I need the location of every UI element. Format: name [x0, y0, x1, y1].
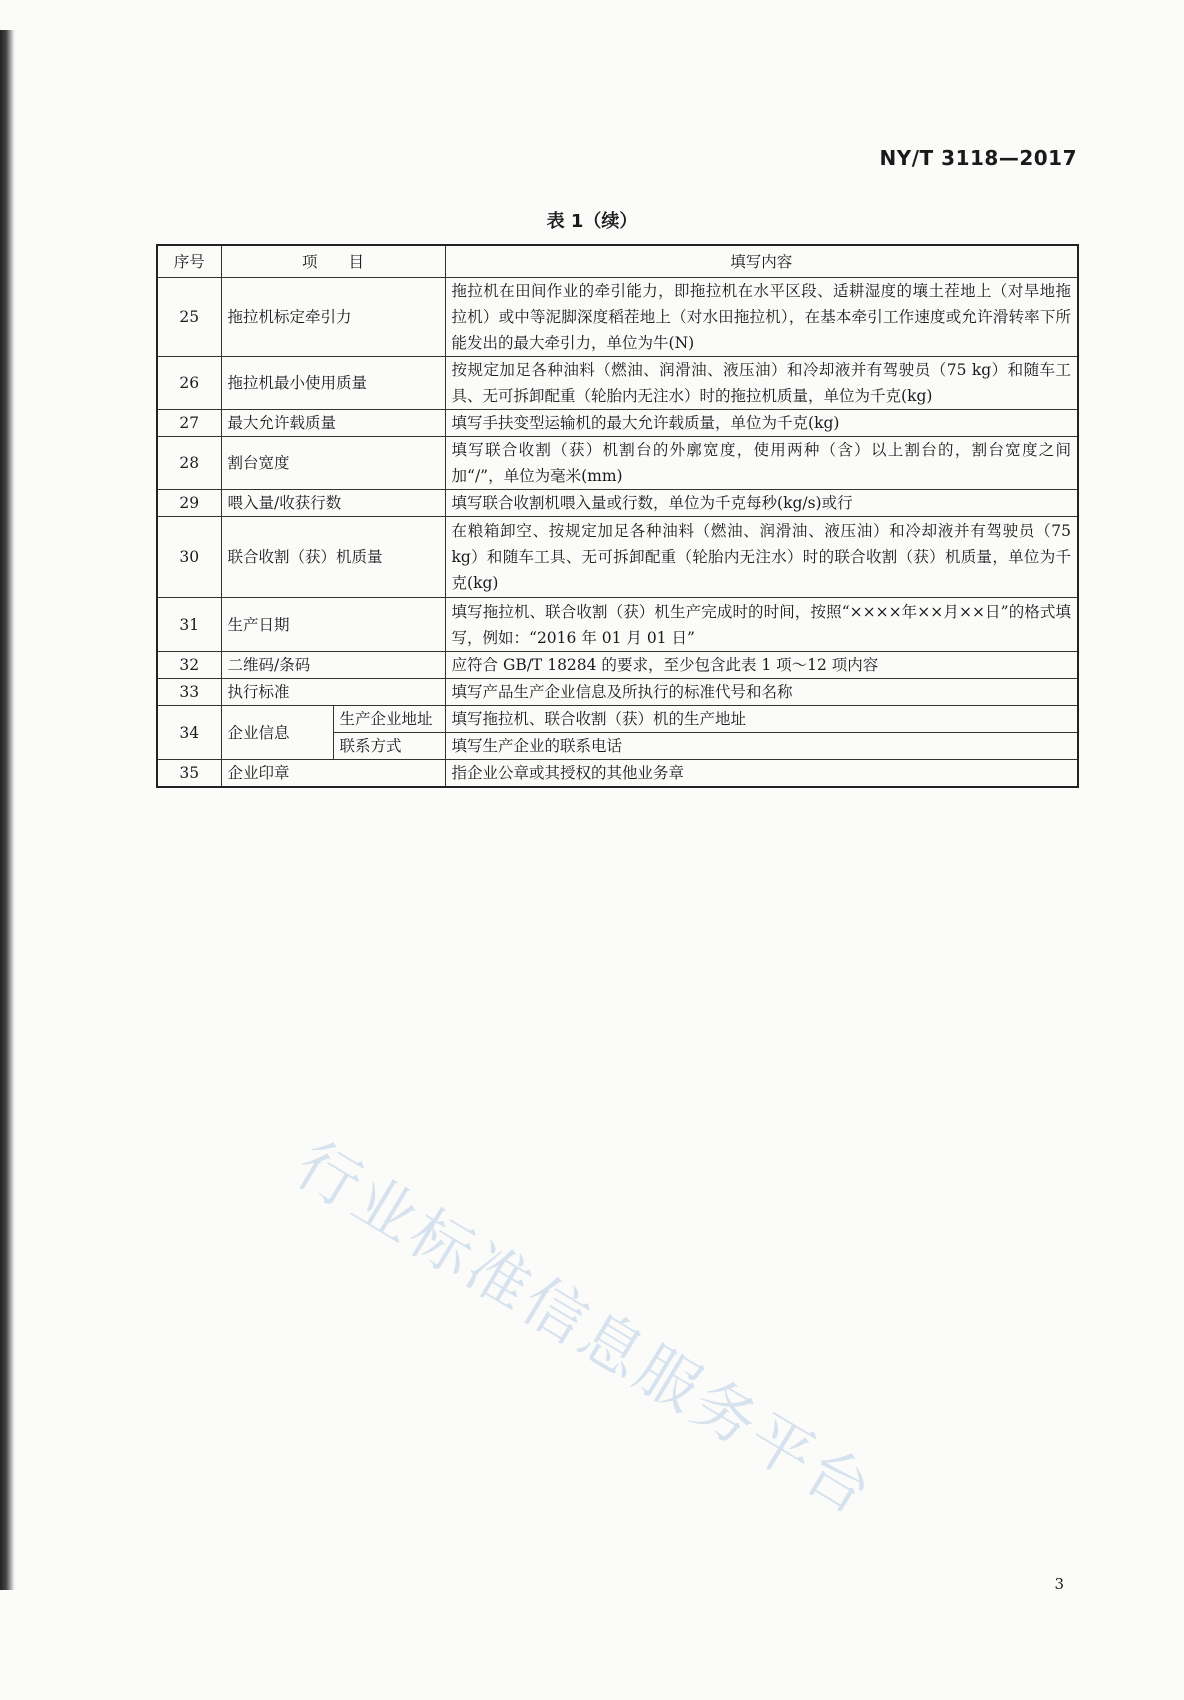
row-content: 填写拖拉机、联合收割（获）机的生产地址	[445, 706, 1078, 733]
row-content: 在粮箱卸空、按规定加足各种油料（燃油、润滑油、液压油）和冷却液并有驾驶员（75 kg）和随车工具、无可拆卸配重（轮胎内无注水）时的联合收割（获）机质量，单位为千克(kg)	[445, 517, 1078, 598]
row-content: 拖拉机在田间作业的牵引能力，即拖拉机在水平区段、适耕湿度的壤土茬地上（对旱地拖拉机）或中等泥脚深度稻茬地上（对水田拖拉机），在基本牵引工作速度或允许滑转率下所能发出的最大牵引力，单位为牛(N)	[445, 278, 1078, 357]
table-row	[157, 490, 1078, 517]
row-number: 32	[157, 652, 221, 679]
row-item: 生产日期	[221, 598, 445, 652]
row-item: 割台宽度	[221, 437, 445, 490]
header-item: 项 目	[221, 245, 445, 278]
row-number: 33	[157, 679, 221, 706]
table-row	[157, 437, 1078, 490]
row-number: 25	[157, 278, 221, 357]
page-number: 3	[1054, 1575, 1064, 1593]
row-content: 按规定加足各种油料（燃油、润滑油、液压油）和冷却液并有驾驶员（75 kg）和随车工具、无可拆卸配重（轮胎内无注水）时的拖拉机质量，单位为千克(kg)	[445, 357, 1078, 410]
row-item: 拖拉机最小使用质量	[221, 357, 445, 410]
row-number: 31	[157, 598, 221, 652]
row-item: 最大允许载质量	[221, 410, 445, 437]
row-content: 填写联合收割（获）机割台的外廓宽度，使用两种（含）以上割台的，割台宽度之间加“/”，单位为毫米(mm)	[445, 437, 1078, 490]
row-content: 填写生产企业的联系电话	[445, 733, 1078, 760]
scan-edge-shadow	[0, 30, 16, 1590]
row-item: 联合收割（获）机质量	[221, 517, 445, 598]
table-title: 表 1（续）	[546, 211, 638, 232]
row-number: 26	[157, 357, 221, 410]
row-number: 27	[157, 410, 221, 437]
table-row	[157, 652, 1078, 679]
row-content: 应符合 GB/T 18284 的要求，至少包含此表 1 项～12 项内容	[445, 652, 1078, 679]
table-row	[157, 706, 1078, 733]
row-number: 29	[157, 490, 221, 517]
row-content: 填写拖拉机、联合收割（获）机生产完成时的时间，按照“××××年××月××日”的格式填写，例如：“2016 年 01 月 01 日”	[445, 598, 1078, 652]
row-item: 二维码/条码	[221, 652, 445, 679]
row-content: 填写产品生产企业信息及所执行的标准代号和名称	[445, 679, 1078, 706]
row-item: 喂入量/收获行数	[221, 490, 445, 517]
watermark-text: 行业标准信息服务平台	[283, 1127, 887, 1531]
row-content: 填写联合收割机喂入量或行数，单位为千克每秒(kg/s)或行	[445, 490, 1078, 517]
header-content: 填写内容	[445, 245, 1078, 278]
row-content: 指企业公章或其授权的其他业务章	[445, 760, 1078, 788]
table-row	[157, 517, 1078, 598]
table-row	[157, 278, 1078, 357]
table-row	[157, 357, 1078, 410]
row-item: 拖拉机标定牵引力	[221, 278, 445, 357]
row-number: 28	[157, 437, 221, 490]
table-header-row	[157, 245, 1078, 278]
table-row	[157, 679, 1078, 706]
row-number: 35	[157, 760, 221, 788]
header-no: 序号	[157, 245, 221, 278]
row-item: 企业印章	[221, 760, 445, 788]
table-row	[157, 410, 1078, 437]
table-row	[157, 598, 1078, 652]
row-item: 企业信息	[221, 706, 333, 760]
table-row	[157, 760, 1078, 788]
row-subitem: 生产企业地址	[333, 706, 445, 733]
standard-code: NY/T 3118—2017	[879, 146, 1077, 170]
row-number: 30	[157, 517, 221, 598]
row-content: 填写手扶变型运输机的最大允许载质量，单位为千克(kg)	[445, 410, 1078, 437]
spec-table	[156, 244, 1079, 788]
row-number: 34	[157, 706, 221, 760]
row-item: 执行标准	[221, 679, 445, 706]
row-subitem: 联系方式	[333, 733, 445, 760]
